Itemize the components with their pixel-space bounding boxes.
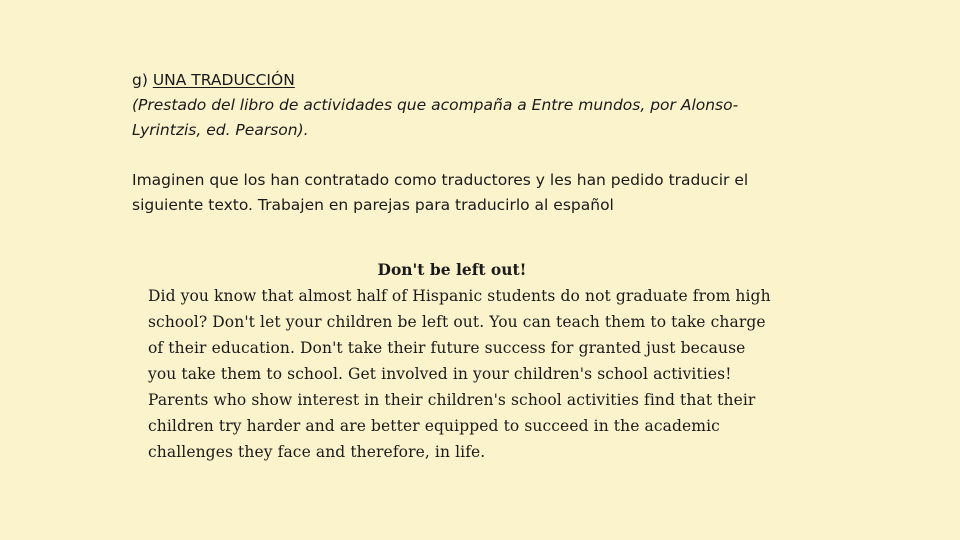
passage-body: Did you know that almost half of Hispanic students do not graduate from high school? Don't let your children be left out. You can teach them to take charge of their education. Don't take their future success for granted just because you take them to school. Get involved in your children's school activities! Parents who show interest in their children's school activities find that their children try harder and are better equipped to succeed in the academic challenges they face and therefore, in life. — [148, 287, 771, 461]
source-credit: (Prestado del libro de actividades que acompaña a Entre mundos, por Alonso-Lyrintzis, ed. Pearson). — [132, 96, 739, 139]
section-heading — [132, 68, 792, 93]
passage-box — [148, 257, 778, 465]
task-description: Imaginen que los han contratado como traductores y les han pedido traducir el siguiente texto. Trabajen en parejas para traducirlo al español — [132, 171, 749, 214]
activity-instructions — [132, 68, 792, 218]
section-label: g) — [132, 71, 148, 89]
passage-title: Don't be left out! — [377, 260, 527, 279]
section-title: UNA TRADUCCIÓN — [152, 71, 295, 89]
